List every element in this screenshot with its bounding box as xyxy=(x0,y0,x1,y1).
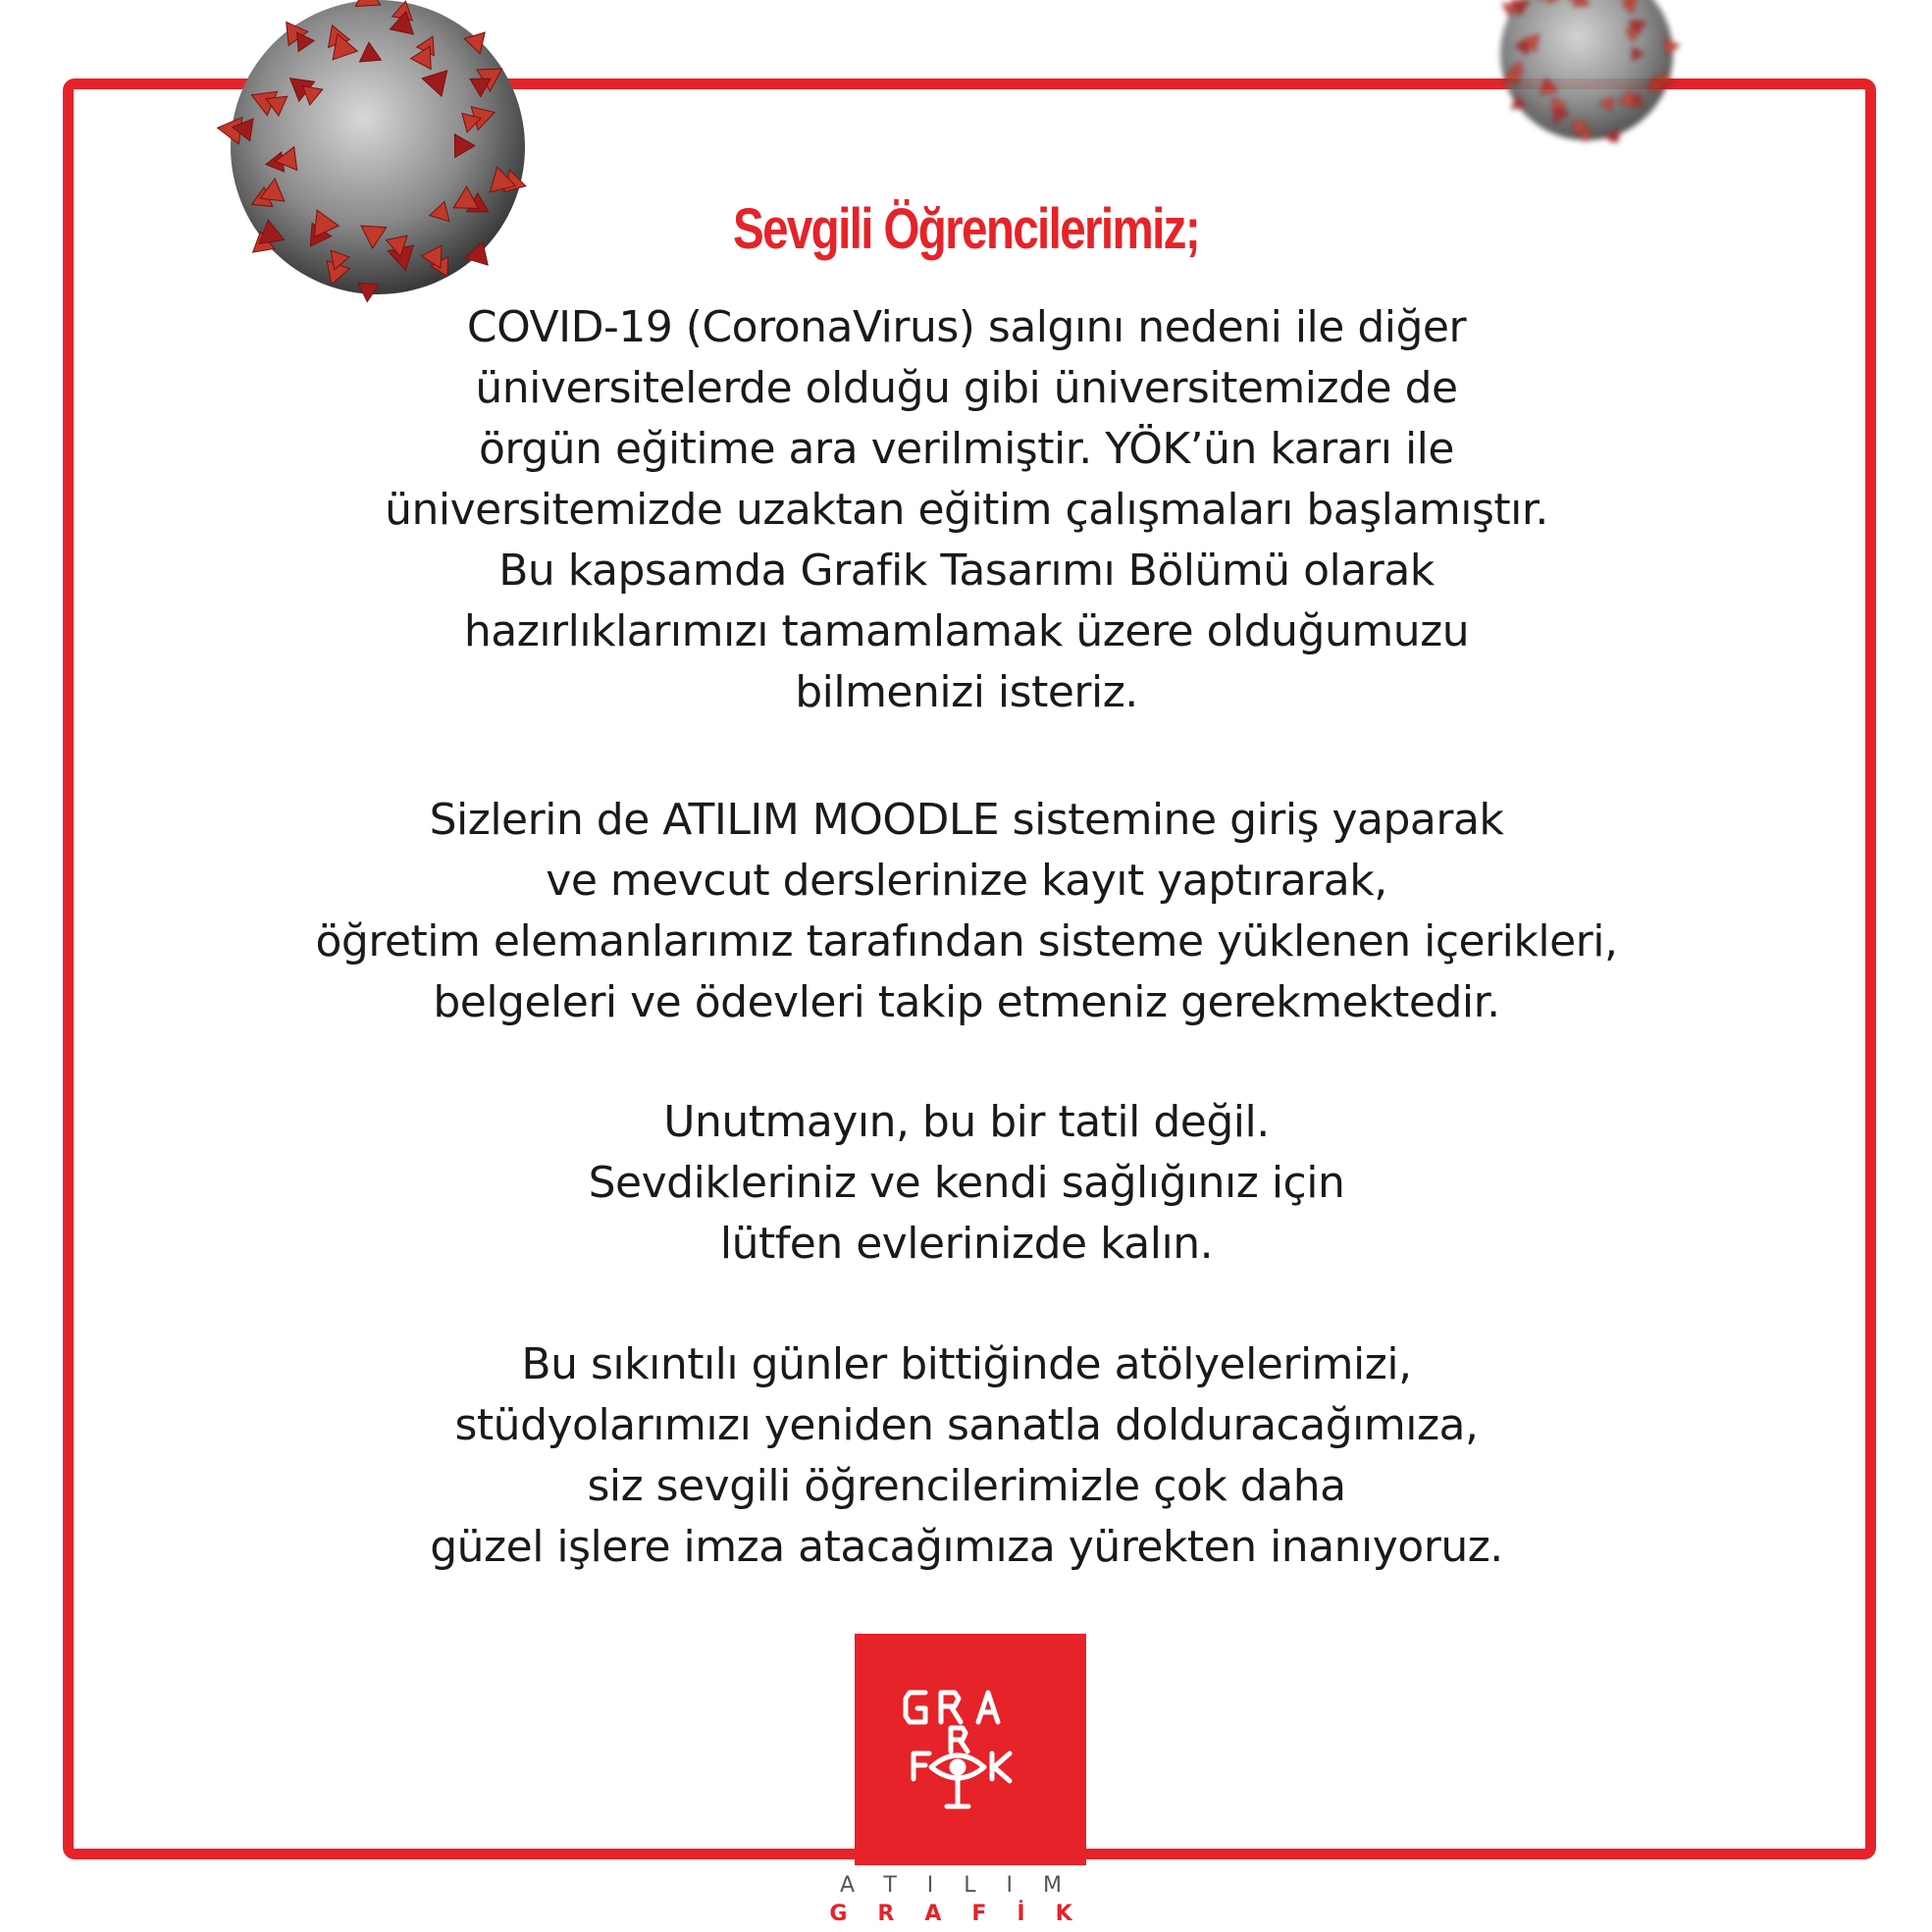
grafik-logo xyxy=(855,1634,1086,1865)
text-line: öğretim elemanlarımız tarafından sisteme yüklenen içerikleri, xyxy=(315,916,1618,966)
coronavirus-illustration-blurred xyxy=(1467,0,1707,142)
paragraph-announcement xyxy=(137,297,1796,723)
text-line: Sevdikleriniz ve kendi sağlığınız için xyxy=(588,1158,1345,1208)
virus-spike xyxy=(355,0,381,7)
virus-spike xyxy=(1574,0,1590,7)
text-line: örgün eğitime ara verilmiştir. YÖK’ün kararı ile xyxy=(479,424,1454,474)
text-line: stüdyolarımızı yeniden sanatla dolduracağımıza, xyxy=(454,1400,1479,1450)
text-line: güzel işlere imza atacağımıza yürekten inanıyoruz. xyxy=(430,1522,1503,1572)
text-line: hazırlıklarımızı tamamlamak üzere olduğumuzu xyxy=(463,606,1470,656)
text-line: Bu sıkıntılı günler bittiğinde atölyelerimizi, xyxy=(521,1339,1412,1389)
text-line: Bu kapsamda Grafik Tasarımı Bölümü olarak xyxy=(498,546,1435,596)
paragraph-stay-home xyxy=(137,1092,1796,1275)
text-line: COVID-19 (CoronaVirus) salgını nedeni ile diğer xyxy=(466,302,1467,352)
logo-caption-grafik: GRAFİK xyxy=(829,1902,1103,1926)
coronavirus-illustration xyxy=(177,0,579,324)
logo-caption-atilim: ATILIM xyxy=(840,1873,1092,1898)
text-line: Unutmayın, bu bir tatil değil. xyxy=(663,1097,1270,1147)
text-line: Sizlerin de ATILIM MOODLE sistemine giriş yaparak xyxy=(429,795,1504,845)
text-line: üniversitemizde uzaktan eğitim çalışmaları başlamıştır. xyxy=(385,485,1548,535)
grafik-logo-mark xyxy=(855,1634,1086,1865)
paragraph-closing xyxy=(137,1334,1796,1578)
text-line: üniversitelerde olduğu gibi üniversitemizde de xyxy=(475,363,1458,413)
greeting-title: Sevgili Öğrencilerimiz; xyxy=(732,197,1200,261)
text-line: belgeleri ve ödevleri takip etmeniz gerekmektedir. xyxy=(433,977,1500,1027)
paragraph-moodle xyxy=(137,790,1796,1033)
text-line: lütfen evlerinizde kalın. xyxy=(719,1219,1214,1269)
text-line: siz sevgili öğrencilerimizle çok daha xyxy=(587,1461,1346,1511)
text-line: ve mevcut derslerinize kayıt yaptırarak, xyxy=(546,856,1387,906)
text-line: bilmenizi isteriz. xyxy=(795,667,1138,717)
